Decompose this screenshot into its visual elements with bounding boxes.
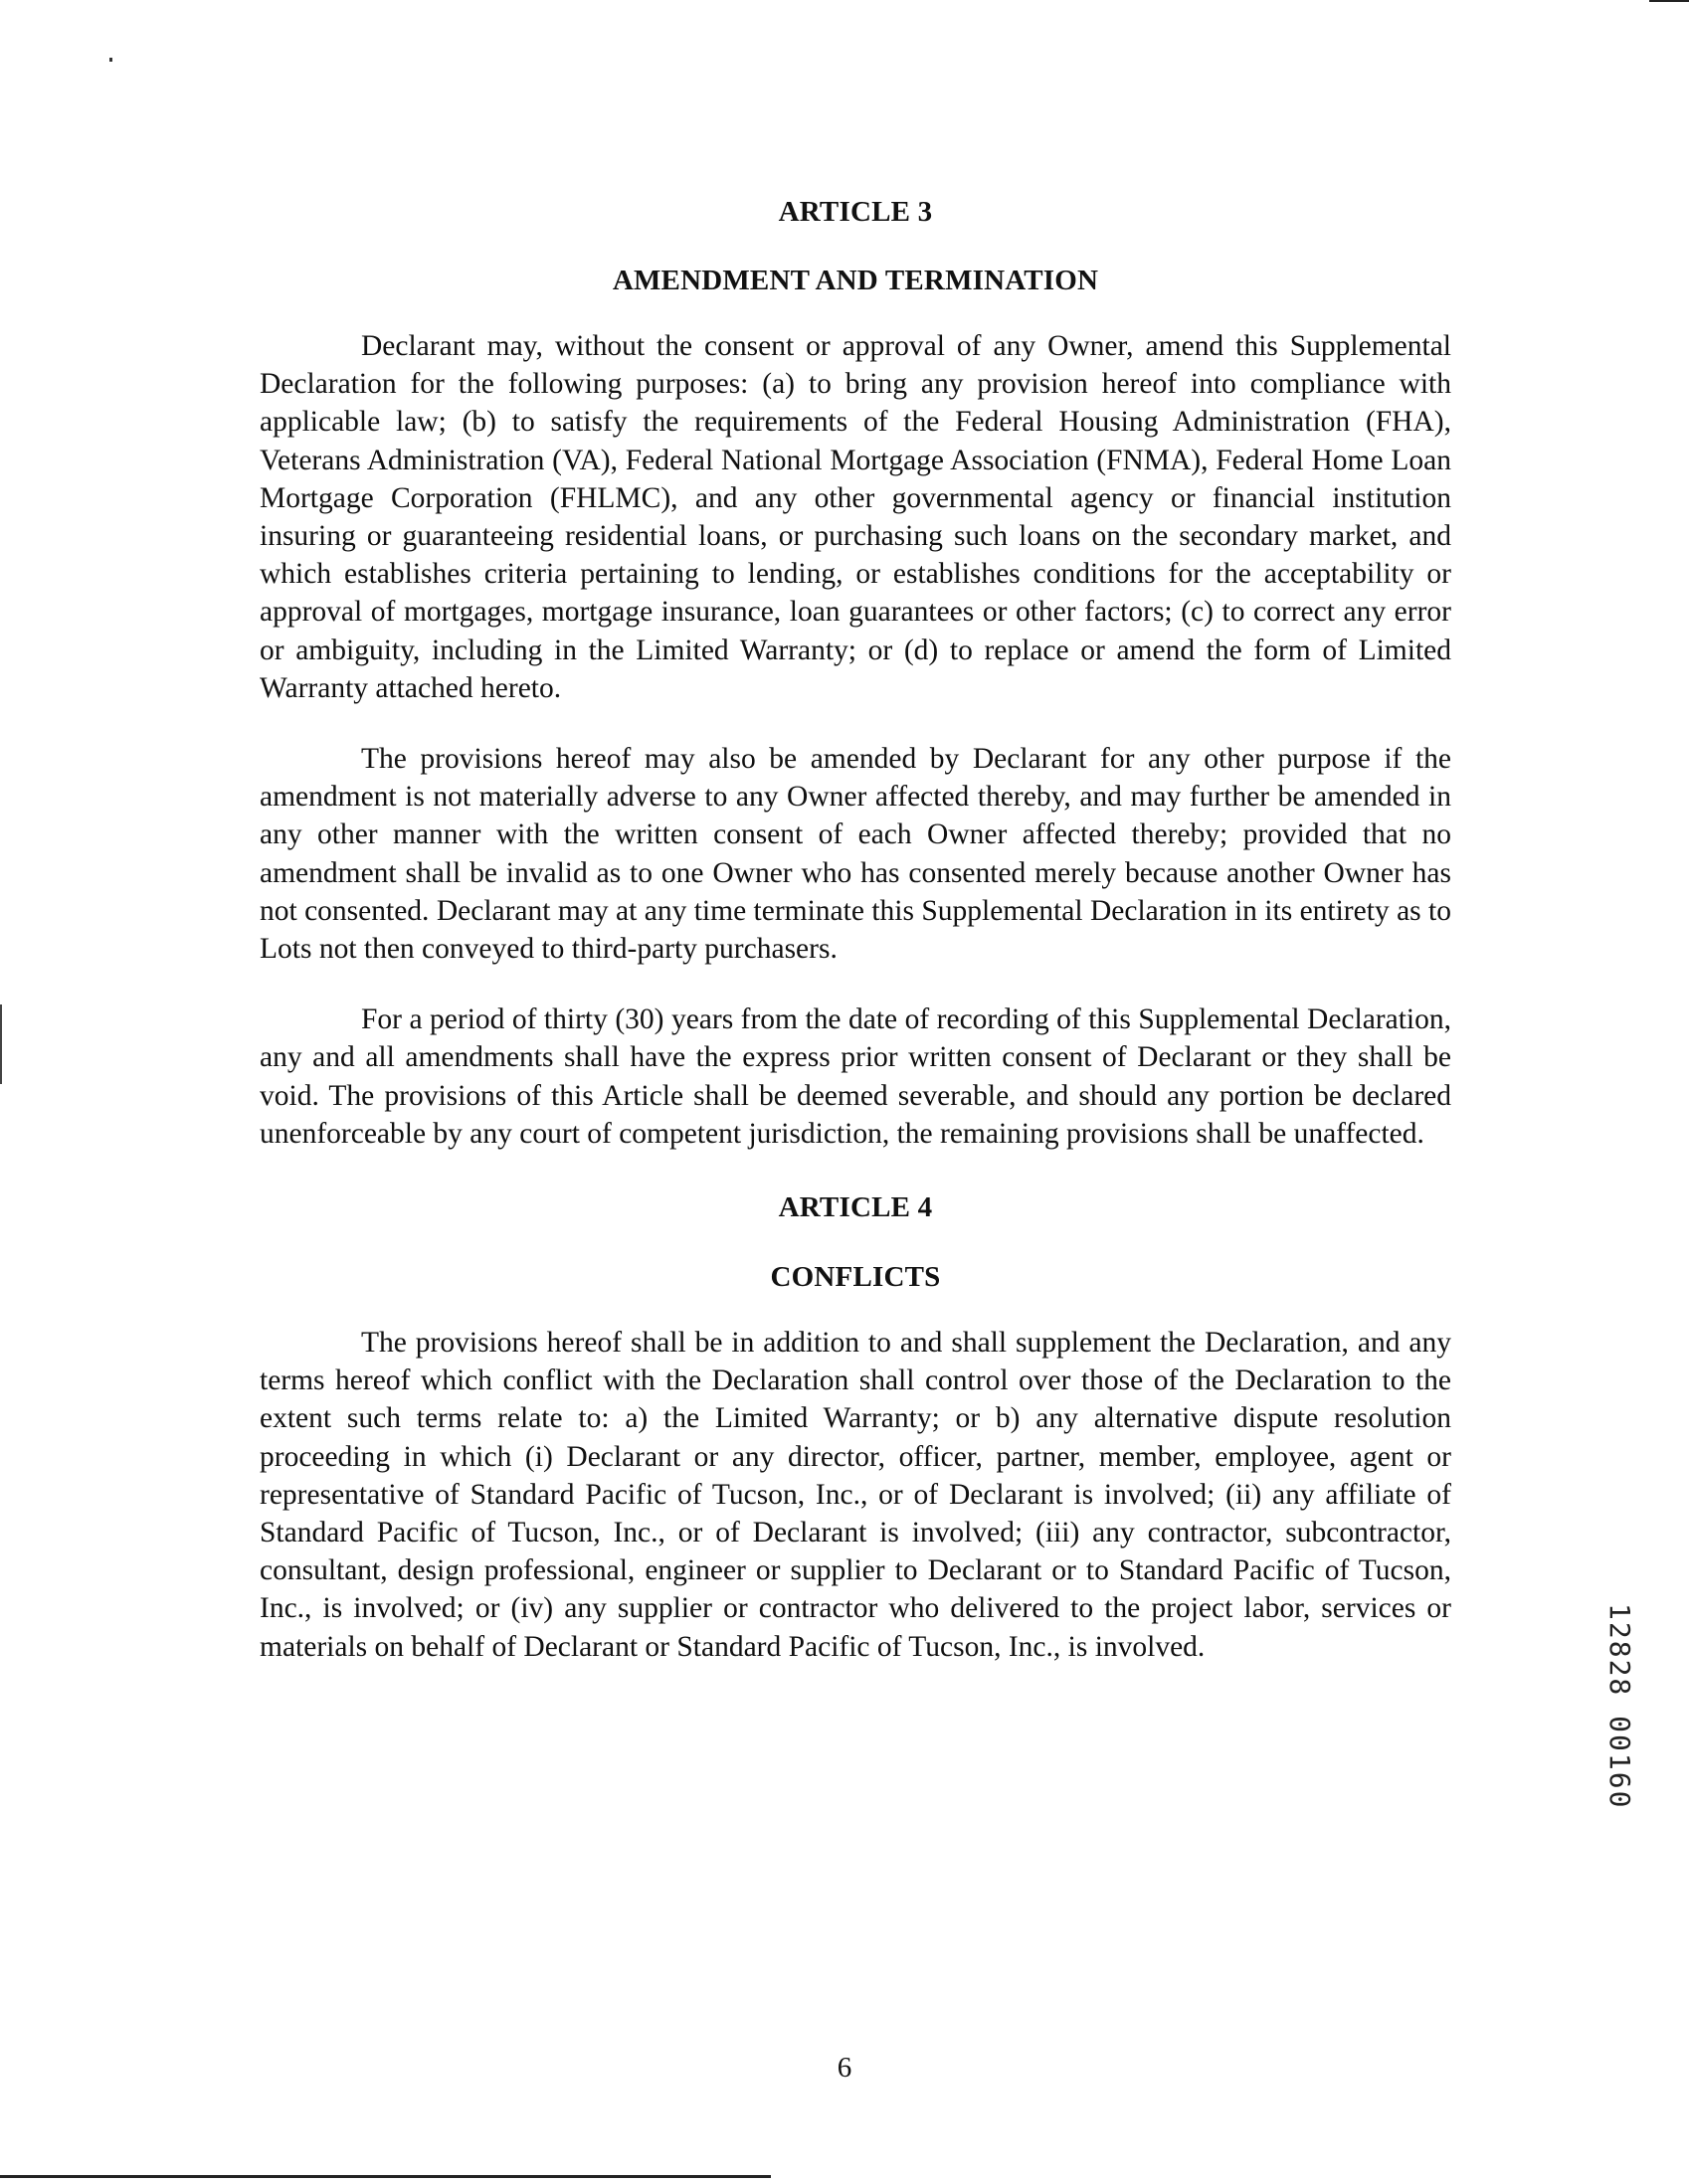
- document-body: [260, 195, 1451, 1666]
- article-4-subheading: CONFLICTS: [770, 1261, 941, 1294]
- recording-stamp: 12828 00160: [1603, 1603, 1636, 1810]
- article-3-paragraph-2: The provisions hereof may also be amended by Declarant for any other purpose if the amendment is not materially adverse to any Owner affected thereby, and may further be amended in any other manner with the written consent of each Owner affected thereby; provided that no amendment shall be invalid as to one Owner who has consented merely because another Owner has not consented. Declarant may at any time terminate this Supplemental Declaration in its entirety as to Lots not then conveyed to third-party purchasers.: [260, 743, 1451, 966]
- scan-edge-line-bottom: [0, 2175, 771, 2178]
- page-number: 6: [837, 2052, 852, 2084]
- article-3-paragraph-3: For a period of thirty (30) years from the date of recording of this Supplemental Declaration, any and all amendments shall have the express prior written consent of Declarant or they shall be void. The provisions of this Article shall be deemed severable, and should any portion be declared unenforceable by any court of competent jurisdiction, the remaining provisions shall be unaffected.: [260, 1003, 1451, 1150]
- scan-edge-line-left: [0, 1004, 2, 1084]
- article-3-subheading: AMENDMENT AND TERMINATION: [612, 265, 1099, 296]
- article-3-heading: ARTICLE 3: [778, 196, 933, 228]
- article-4-paragraph-1: The provisions hereof shall be in addition to and shall supplement the Declaration, and any terms hereof which conflict with the Declaration shall control over those of the Declaration to the extent such terms relate to: a) the Limited Warranty; or b) any alternative dispute resolution proceeding in which (i) Declarant or any director, officer, partner, member, employee, agent or representative of Standard Pacific of Tucson, Inc., or of Declarant is involved; (ii) any affiliate of Standard Pacific of Tucson, Inc., or of Declarant is involved; (iii) any contractor, subcontractor, consultant, design professional, engineer or supplier to Declarant or to Standard Pacific of Tucson, Inc., is involved; or (iv) any supplier or contractor who delivered to the project labor, services or materials on behalf of Declarant or Standard Pacific of Tucson, Inc., is involved.: [260, 1327, 1451, 1663]
- scan-artifact-dot: [109, 58, 112, 62]
- article-4-heading: ARTICLE 4: [778, 1191, 933, 1224]
- article-3-paragraph-1: Declarant may, without the consent or approval of any Owner, amend this Supplemental Declaration for the following purposes: (a) to bring any provision hereof into compliance with applicable law; (b) to satisfy the requirements of the Federal Housing Administration (FHA), Veterans Administration (VA), Federal National Mortgage Association (FNMA), Federal Home Loan Mortgage Corporation (FHLMC), and any other governmental agency or financial institution insuring or guaranteeing residential loans, or purchasing such loans on the secondary market, and which establishes criteria pertaining to lending, or establishes conditions for the acceptability or approval of mortgages, mortgage insurance, loan guarantees or other factors; (c) to correct any error or ambiguity, including in the Limited Warranty; or (d) to replace or amend the form of Limited Warranty attached hereto.: [260, 330, 1451, 704]
- scan-edge-line-top: [1649, 0, 1689, 2]
